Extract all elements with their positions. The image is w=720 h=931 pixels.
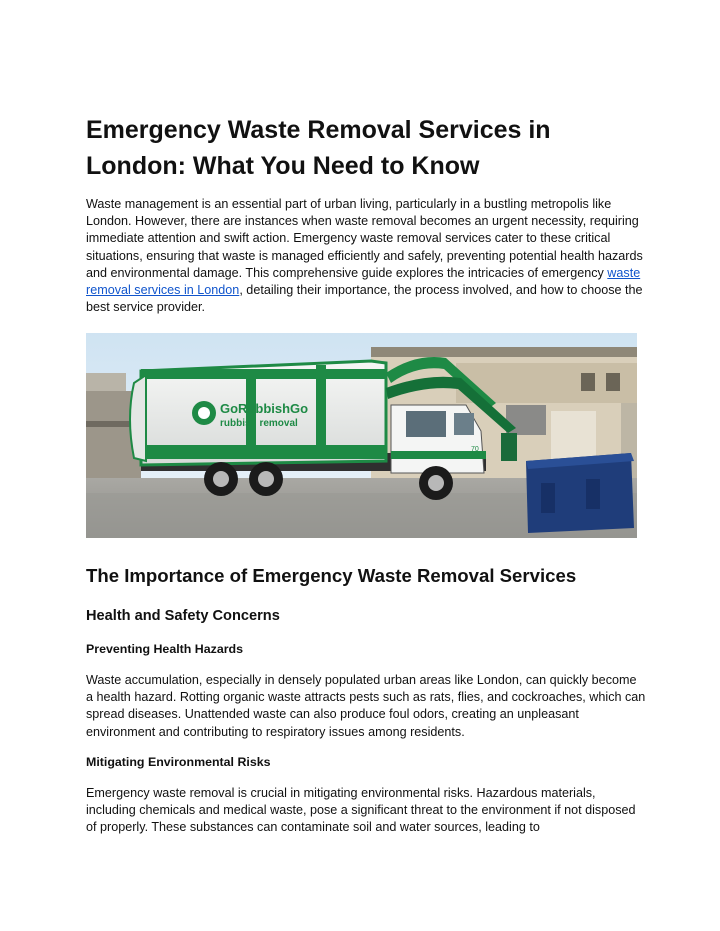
truck-logo-tagline: rubbish removal <box>220 418 298 429</box>
page-title <box>86 112 646 184</box>
title-line-1: Emergency Waste Removal Services in <box>86 116 551 144</box>
intro-text-before-link: Waste management is an essential part of urban living, particularly in a bustling metropolis like London. However, there are instances when waste removal becomes an urgent necessity, requiring immediate attention and swift action. Emergency waste removal services cater to these critical situations, ensuring that waste is managed efficiently and safely, preventing potential health hazards and environmental damage. This comprehensive guide explores the intricacies of emergency <box>86 197 643 280</box>
paragraph-health-hazards: Waste accumulation, especially in densely populated urban areas like London, can quickly become a health hazard. Rotting organic waste attracts pests such as rats, flies, and cockroaches, which can spread diseases. Unattended waste can also produce foul odors, creating an unpleasant environment and contributing to respiratory issues among residents. <box>86 673 646 739</box>
subsection-heading: Health and Safety Concerns <box>86 608 280 624</box>
garbage-truck-photo <box>86 333 637 538</box>
title-line-2: London: What You Need to Know <box>86 152 480 180</box>
truck-logo-name: GoRubbishGo <box>220 401 309 416</box>
paragraph-environmental-risks: Emergency waste removal is crucial in mitigating environmental risks. Hazardous materials, including chemicals and medical waste, pose a significant threat to the environment if not disposed of properly. These substances can contaminate soil and water sources, leading to <box>86 786 636 835</box>
intro-text-after-link: , detailing their importance, the process involved, and how to choose the best service provider. <box>86 283 643 315</box>
heading-preventing-health-hazards: Preventing Health Hazards <box>86 642 243 656</box>
truck-number: 70 <box>471 446 479 453</box>
section-heading: The Importance of Emergency Waste Removal Services <box>86 565 577 586</box>
waste-removal-link[interactable]: waste removal services in London <box>86 265 641 298</box>
heading-mitigating-environmental-risks: Mitigating Environmental Risks <box>86 755 271 769</box>
intro-paragraph <box>86 196 646 316</box>
